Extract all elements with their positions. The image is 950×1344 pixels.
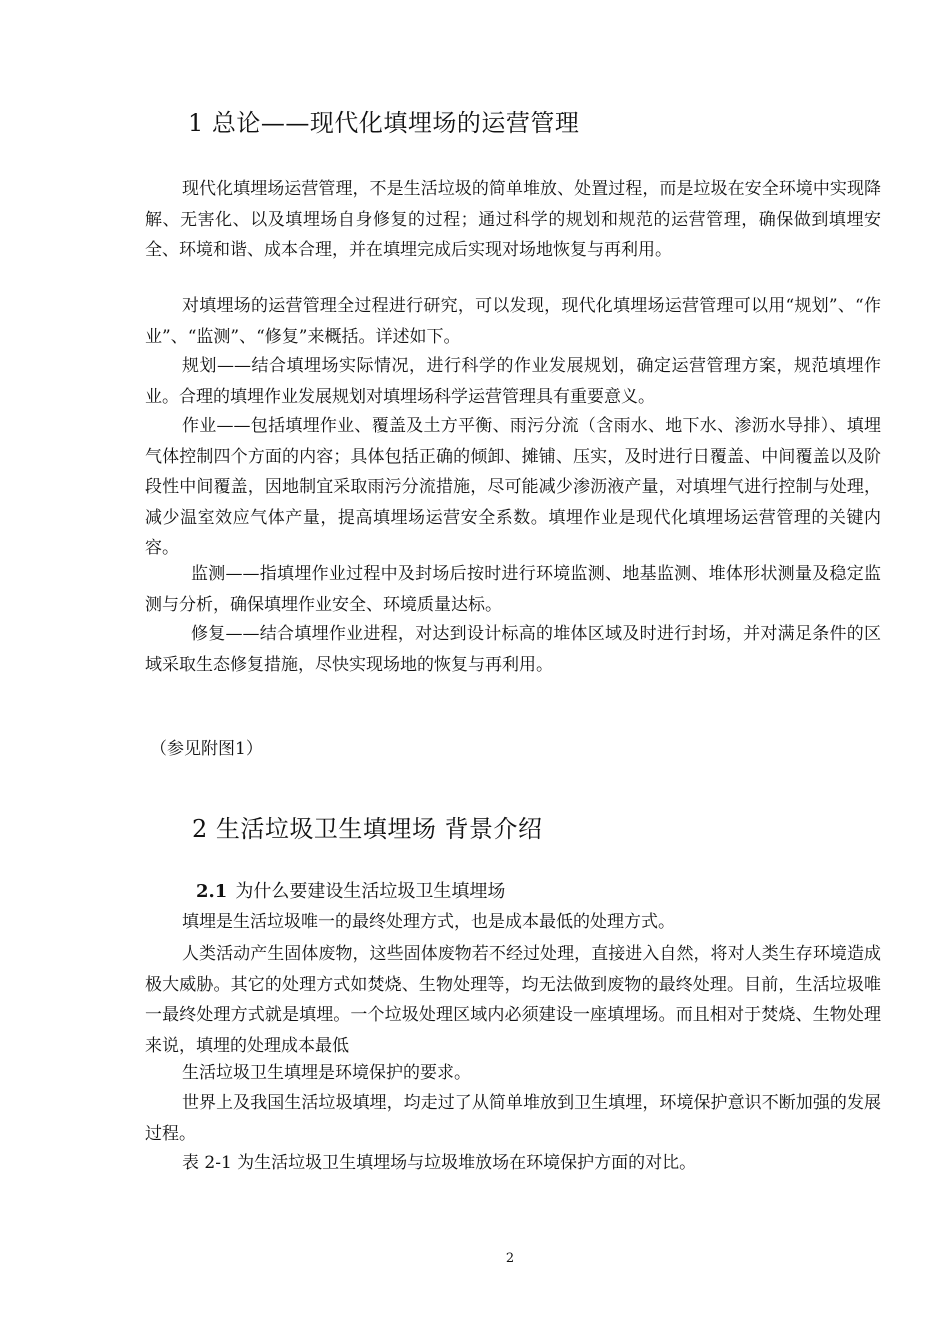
section-1-paragraph-monitoring: 监测——指填埋作业过程中及封场后按时进行环境监测、地基监测、堆体形状测量及稳定监测与分析，确保填埋作业安全、环境质量达标。 xyxy=(145,564,881,615)
page-number: 2 xyxy=(505,1251,515,1266)
section-1-paragraph-1: 现代化填埋场运营管理，不是生活垃圾的简单堆放、处置过程，而是垃圾在安全环境中实现降解、无害化、以及填埋场自身修复的过程；通过科学的规划和规范的运营管理，确保做到填埋安全、环境和谐、成本合理，并在填埋完成后实现对场地恢复与再利用。 xyxy=(145,179,881,260)
section-2-table-caption: 表 2-1 为生活垃圾卫生填埋场与垃圾堆放场在环境保护方面的对比。 xyxy=(182,1153,697,1173)
section-1-paragraph-2: 对填埋场的运营管理全过程进行研究，可以发现，现代化填埋场运营管理可以用“规划”、“作业”、“监测”、“修复”来概括。详述如下。 xyxy=(145,296,881,347)
subsection-2-1-heading xyxy=(196,878,505,906)
figure-reference-note: （参见附图1） xyxy=(150,739,263,759)
section-2-paragraph-1: 填埋是生活垃圾唯一的最终处理方式，也是成本最低的处理方式。 xyxy=(182,912,675,932)
subsection-number: 2.1 xyxy=(196,881,228,902)
section-1-paragraph-restoration: 修复——结合填埋作业进程，对达到设计标高的堆体区域及时进行封场，并对满足条件的区域采取生态修复措施，尽快实现场地的恢复与再利用。 xyxy=(145,624,881,675)
section-2-paragraph-2: 人类活动产生固体废物，这些固体废物若不经过处理，直接进入自然，将对人类生存环境造成极大威胁。其它的处理方式如焚烧、生物处理等，均无法做到废物的最终处理。目前，生活垃圾唯一最终处理方式就是填埋。一个垃圾处理区域内必须建设一座填埋场。而且相对于焚烧、生物处理来说，填埋的处理成本最低 xyxy=(145,944,881,1056)
section-2-paragraph-3: 生活垃圾卫生填埋是环境保护的要求。 xyxy=(182,1063,471,1083)
section-1-title: 1 总论——现代化填埋场的运营管理 xyxy=(188,109,580,137)
section-2-title: 2 生活垃圾卫生填埋场 背景介绍 xyxy=(192,815,543,843)
section-1-paragraph-operation: 作业——包括填埋作业、覆盖及土方平衡、雨污分流（含雨水、地下水、渗沥水导排）、填埋气体控制四个方面的内容；具体包括正确的倾卸、摊铺、压实，及时进行日覆盖、中间覆盖以及阶段性中间覆盖，因地制宜采取雨污分流措施，尽可能减少渗沥液产量，对填埋气进行控制与处理，减少温室效应气体产量，提高填埋场运营安全系数。填埋作业是现代化填埋场运营管理的关键内容。 xyxy=(145,416,881,558)
section-2-paragraph-4: 世界上及我国生活垃圾填埋，均走过了从简单堆放到卫生填埋，环境保护意识不断加强的发展过程。 xyxy=(145,1093,881,1144)
section-1-paragraph-planning: 规划——结合填埋场实际情况，进行科学的作业发展规划，确定运营管理方案，规范填埋作业。合理的填埋作业发展规划对填埋场科学运营管理具有重要意义。 xyxy=(145,356,881,407)
subsection-title: 为什么要建设生活垃圾卫生填埋场 xyxy=(235,881,506,902)
